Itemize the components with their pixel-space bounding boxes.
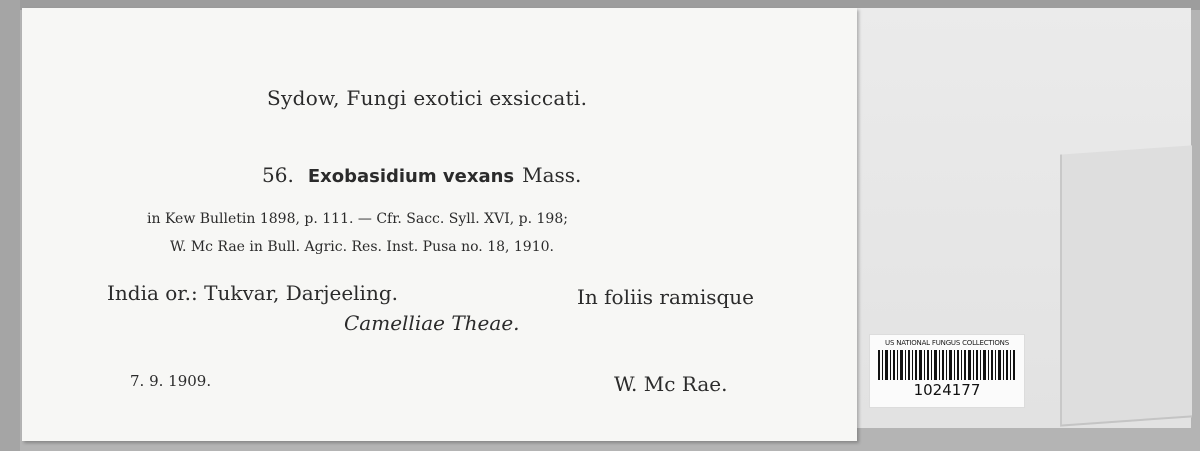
species-author: Mass. — [522, 163, 582, 187]
locality: India or.: Tukvar, Darjeeling. — [107, 281, 398, 305]
scientific-name: Exobasidium vexans — [307, 166, 515, 187]
barcode-number: 1024177 — [913, 381, 981, 399]
substrate-line-1: In foliis ramisque — [577, 285, 755, 309]
series-title: Sydow, Fungi exotici exsiccati. — [267, 86, 588, 110]
substrate-host: Camelliae Theae. — [344, 311, 520, 335]
collector: W. Mc Rae. — [614, 372, 728, 396]
collection-date: 7. 9. 1909. — [130, 372, 212, 390]
folded-packet — [1060, 145, 1192, 426]
barcode-label — [869, 334, 1025, 408]
reference-line-2: W. Mc Rae in Bull. Agric. Res. Inst. Pusa no. 18, 1910. — [170, 239, 554, 255]
exsiccata-number: 56. — [262, 163, 294, 187]
specimen-label — [22, 8, 857, 441]
barcode-header: US NATIONAL FUNGUS COLLECTIONS — [885, 339, 1009, 347]
species-line — [262, 163, 581, 187]
barcode-image — [878, 350, 1016, 380]
background-left-strip — [0, 0, 20, 451]
reference-line-1: in Kew Bulletin 1898, p. 111. — Cfr. Sacc. Syll. XVI, p. 198; — [147, 211, 568, 227]
